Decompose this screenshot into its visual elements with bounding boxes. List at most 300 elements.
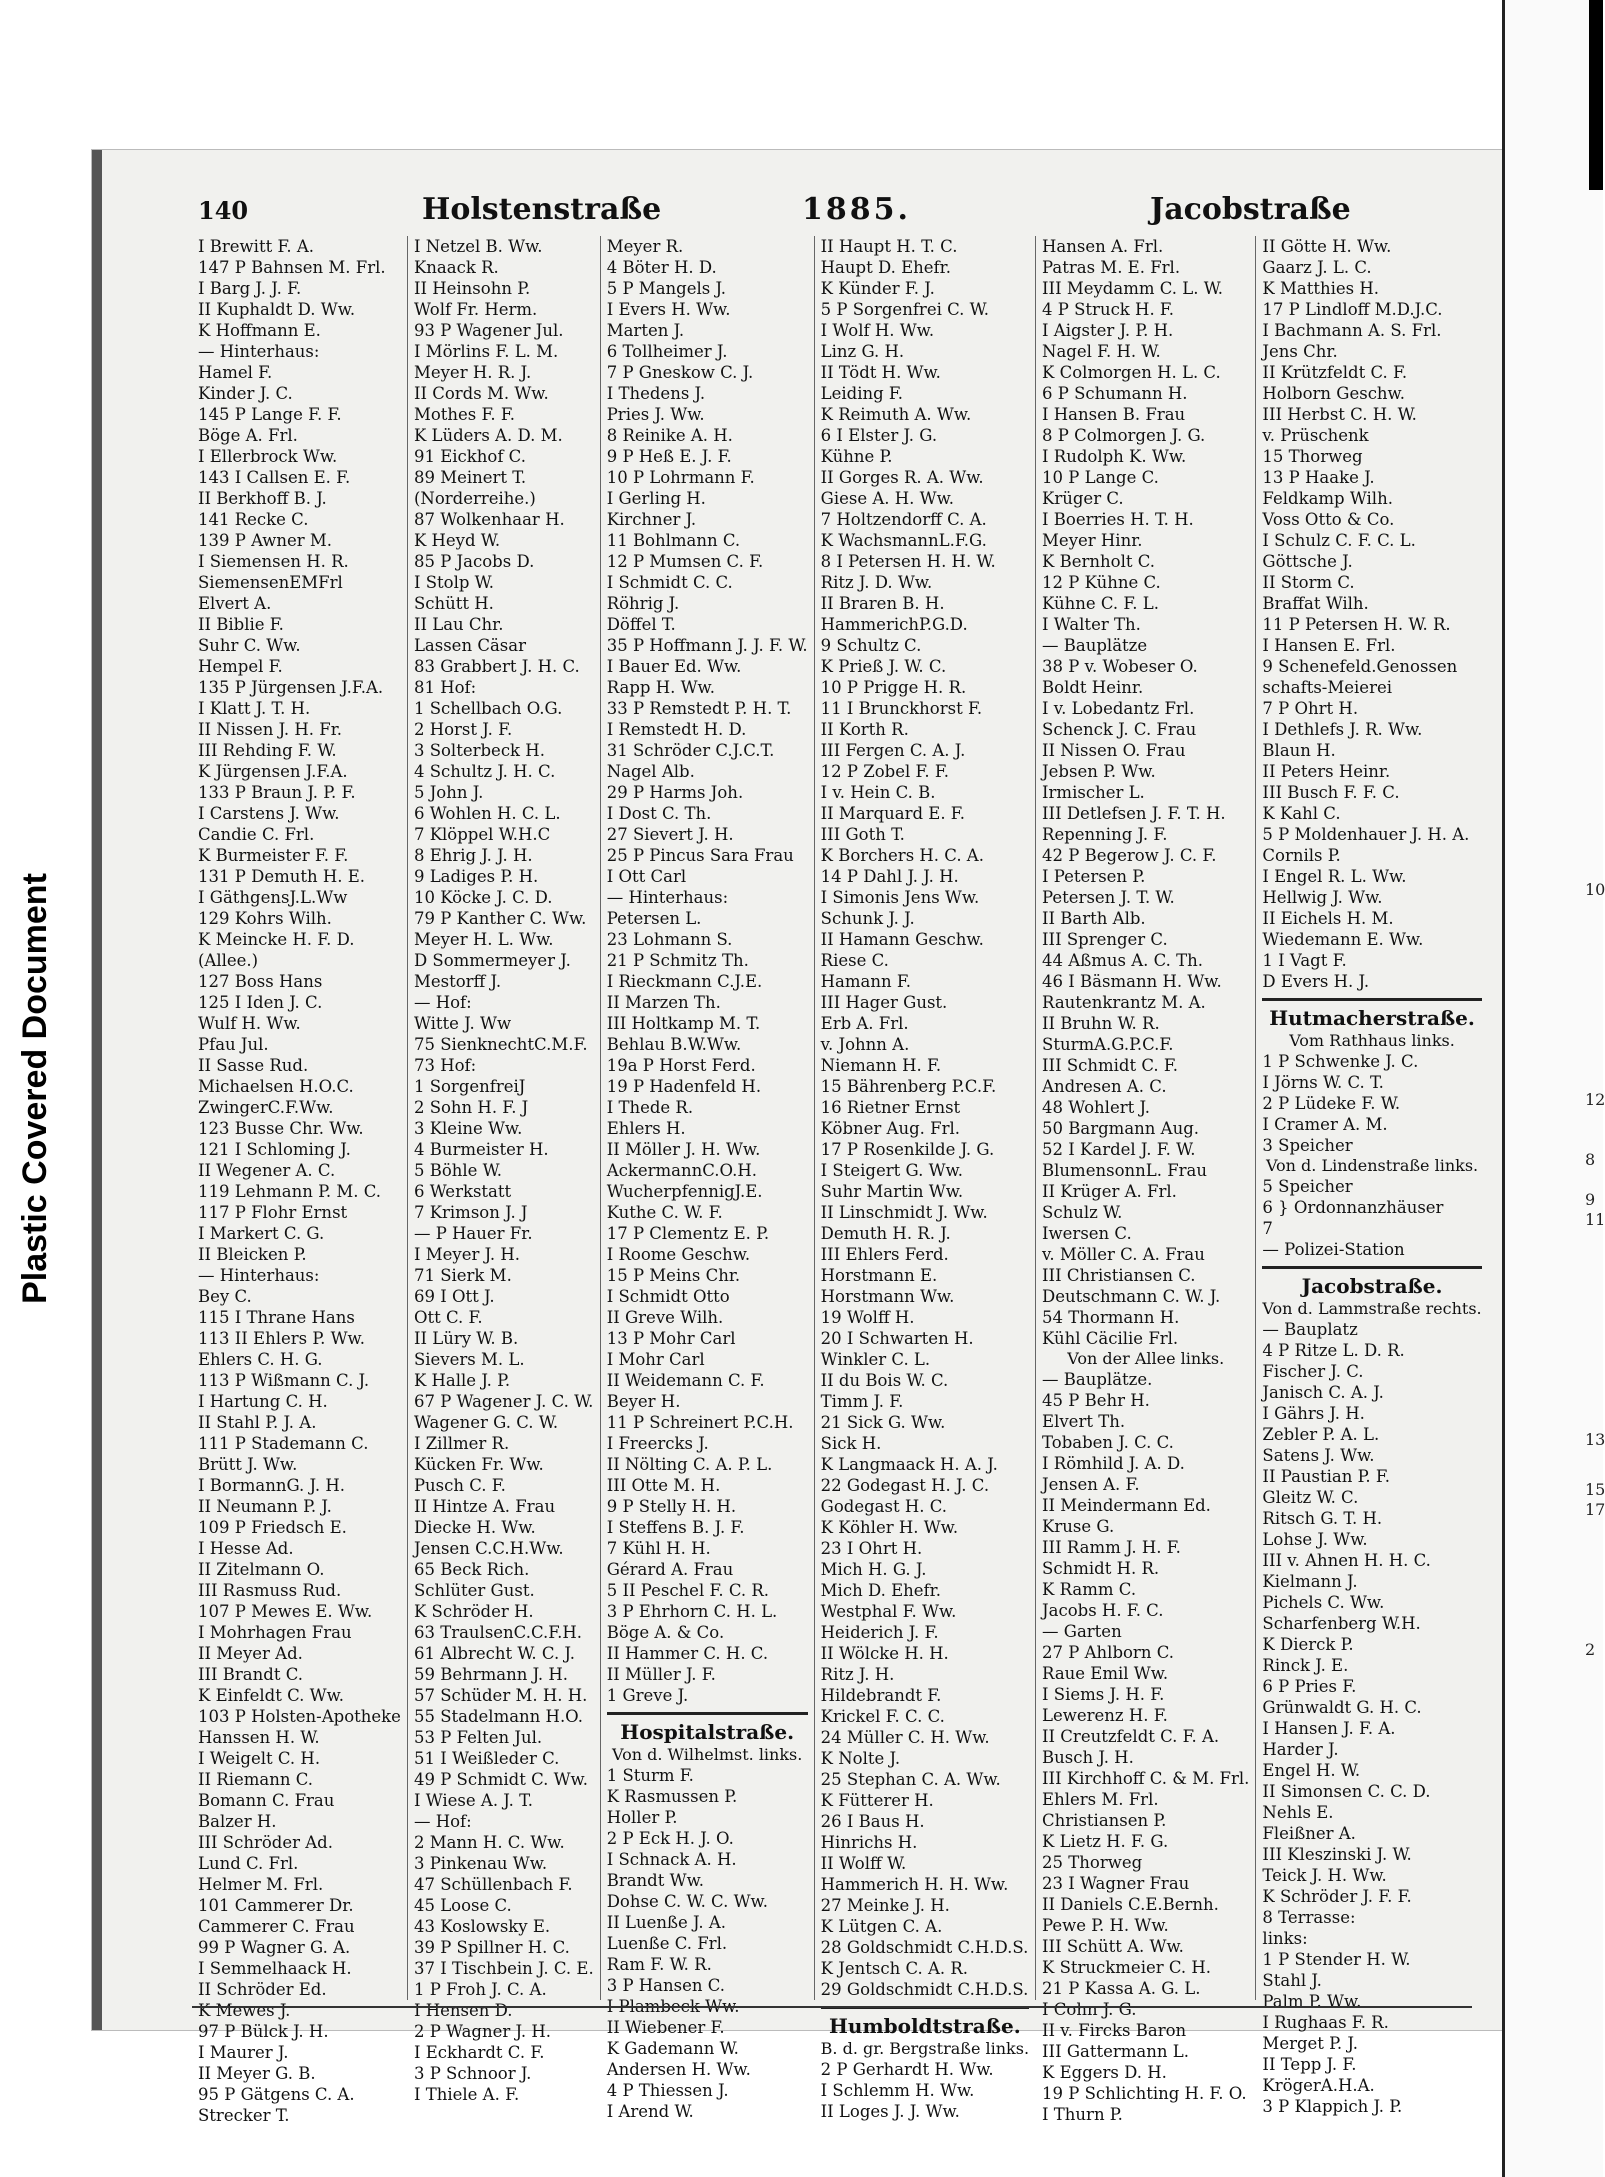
directory-entry: Ritsch G. T. H.	[1262, 1509, 1383, 1528]
directory-entry: 15 Bährenberg P.C.F.	[820, 1077, 997, 1096]
directory-entry: I Freercks J.	[606, 1434, 709, 1453]
directory-entry: III Herbst C. H. W.	[1262, 405, 1417, 424]
directory-entry: I Schmidt C. C.	[606, 573, 733, 592]
section-title: Jacobstraße.	[1262, 1266, 1481, 1299]
directory-entry: Nehls E.	[1262, 1803, 1334, 1822]
directory-entry: Demuth H. R. J.	[820, 1224, 951, 1243]
directory-entry: Horstmann Ww.	[820, 1287, 955, 1306]
directory-entry: Tobaben J. C. C.	[1042, 1433, 1174, 1452]
directory-entry: II du Bois W. C.	[820, 1371, 949, 1390]
directory-entry: I Hesse Ad.	[198, 1539, 294, 1558]
directory-entry: I Dost C. Th.	[606, 804, 712, 823]
directory-entry: Hellwig J. Ww.	[1262, 888, 1383, 907]
directory-entry: I Carstens J. Ww.	[198, 804, 340, 823]
directory-entry: Holborn Geschw.	[1262, 384, 1405, 403]
directory-entry: I Wolf H. Ww.	[820, 321, 935, 340]
directory-entry: Palm P. Ww.	[1262, 1992, 1362, 2011]
directory-entry: II Nissen O. Frau	[1042, 741, 1186, 760]
directory-entry: 54 Thormann H.	[1042, 1308, 1180, 1327]
directory-entry: KrögerA.H.A.	[1262, 2076, 1375, 2095]
directory-entry: I Thiele A. F.	[413, 2085, 520, 2104]
directory-entry: I Hartung C. H.	[198, 1392, 328, 1411]
directory-entry: Ehlers H.	[606, 1119, 686, 1138]
directory-entry: Holler P.	[606, 1808, 678, 1827]
directory-entry: I Rughaas F. R.	[1262, 2013, 1389, 2032]
header-right-street: Jacobstraße	[1150, 192, 1351, 227]
directory-entry: II Tödt H. Ww.	[820, 363, 941, 382]
directory-entry: Christiansen P.	[1042, 1811, 1167, 1830]
directory-entry: Böge A. & Co.	[606, 1623, 725, 1642]
directory-entry: Kühne C. F. L.	[1042, 594, 1159, 613]
directory-entry: K Kahl C.	[1262, 804, 1341, 823]
directory-entry: I Engel R. L. Ww.	[1262, 867, 1407, 886]
directory-entry: II Bruhn W. R.	[1042, 1014, 1160, 1033]
directory-entry: II Berkhoff B. J.	[198, 489, 327, 508]
directory-entry: 5 II Peschel F. C. R.	[606, 1581, 770, 1600]
directory-entry: 123 Busse Chr. Ww.	[198, 1119, 364, 1138]
edge-fragment: 15	[1585, 1480, 1605, 1499]
directory-entry: Schulz W.	[1042, 1203, 1123, 1222]
directory-entry: 83 Grabbert J. H. C.	[413, 657, 580, 676]
directory-entry: II Wegener A. C.	[198, 1161, 336, 1180]
directory-entry: II Braren B. H.	[820, 594, 945, 613]
directory-entry: Jens Chr.	[1262, 342, 1338, 361]
directory-entry: Schütt H.	[413, 594, 494, 613]
directory-entry: Deutschmann C. W. J.	[1042, 1287, 1221, 1306]
directory-entry: II Simonsen C. C. D.	[1262, 1782, 1431, 1801]
directory-entry: 8 I Petersen H. H. W.	[820, 552, 996, 571]
directory-entry: Gérard A. Frau	[606, 1560, 734, 1579]
directory-entry: 5 P Sorgenfrei C. W.	[820, 300, 989, 319]
directory-entry: 47 Schüllenbach F.	[413, 1875, 573, 1894]
directory-entry: III Goth T.	[820, 825, 905, 844]
directory-entry: K Prieß J. W. C.	[820, 657, 947, 676]
directory-entry: II Lüry W. B.	[413, 1329, 519, 1348]
directory-entry: Scharfenberg W.H.	[1262, 1614, 1421, 1633]
directory-entry: Cornils P.	[1262, 846, 1341, 865]
directory-entry: 91 Eickhof C.	[413, 447, 526, 466]
directory-entry: Mothes F. F.	[413, 405, 516, 424]
directory-entry: Heiderich J. F.	[820, 1623, 939, 1642]
directory-entry: I Eckhardt C. F.	[413, 2043, 545, 2062]
directory-column	[1035, 236, 1255, 2124]
directory-entry: I Hansen E. Frl.	[1262, 636, 1396, 655]
directory-entry: III Schmidt C. F.	[1042, 1056, 1179, 1075]
directory-entry: 10 P Lange C.	[1042, 468, 1159, 487]
section-title: Hutmacherstraße.	[1262, 998, 1481, 1031]
directory-entry: III Holtkamp M. T.	[606, 1014, 761, 1033]
directory-entry: II Eichels H. M.	[1262, 909, 1394, 928]
directory-entry: 97 P Bülck J. H.	[198, 2022, 329, 2041]
directory-entry: 3 Kleine Ww.	[413, 1119, 523, 1138]
directory-entry: Gleitz W. C.	[1262, 1488, 1359, 1507]
directory-entry: 11 Bohlmann C.	[606, 531, 741, 550]
directory-entry: K Schröder H.	[413, 1602, 534, 1621]
directory-entry: I Schmidt Otto	[606, 1287, 730, 1306]
directory-entry: 109 P Friedsch E.	[198, 1518, 347, 1537]
directory-entry: III Schröder Ad.	[198, 1833, 333, 1852]
directory-entry: I Mörlins F. L. M.	[413, 342, 559, 361]
directory-entry: K Reimuth A. Ww.	[820, 405, 972, 424]
directory-entry: Hinrichs H.	[820, 1833, 918, 1852]
directory-entry: schafts-Meierei	[1262, 678, 1393, 697]
directory-entry: Beyer H.	[606, 1392, 681, 1411]
directory-entry: Kuthe C. W. F.	[606, 1203, 723, 1222]
edge-fragment: 8	[1585, 1150, 1596, 1169]
directory-entry: Giese A. H. Ww.	[820, 489, 955, 508]
directory-entry: 9 Ladiges P. H.	[413, 867, 539, 886]
directory-entry: 7 P Gneskow C. J.	[606, 363, 754, 382]
directory-entry: 6 P Schumann H.	[1042, 384, 1188, 403]
directory-entry: II Meyer Ad.	[198, 1644, 303, 1663]
directory-entry: Meyer H. L. Ww.	[413, 930, 554, 949]
directory-entry: 7 Krimson J. J	[413, 1203, 528, 1222]
directory-entry: II Nölting C. A. P. L.	[606, 1455, 773, 1474]
directory-entry: Wulf H. Ww.	[198, 1014, 301, 1033]
directory-entry: II Nissen J. H. Fr.	[198, 720, 343, 739]
directory-entry: I Thedens J.	[606, 384, 706, 403]
directory-entry: Schunk J. J.	[820, 909, 915, 928]
directory-entry: II Hammer C. H. C.	[606, 1644, 769, 1663]
directory-entry: III Kirchhoff C. & M. Frl.	[1042, 1769, 1250, 1788]
directory-entry: K Fütterer H.	[820, 1791, 934, 1810]
directory-entry: 1 P Froh J. C. A.	[413, 1980, 547, 1999]
directory-entry: 2 P Wagner J. H.	[413, 2022, 551, 2041]
directory-entry: K Dierck P.	[1262, 1635, 1354, 1654]
directory-entry: K Borchers H. C. A.	[820, 846, 984, 865]
directory-entry: Engel H. W.	[1262, 1761, 1361, 1780]
footer-rule	[192, 2006, 1472, 2008]
directory-entry: Pichels C. Ww.	[1262, 1593, 1385, 1612]
directory-entry: — Bauplätze.	[1042, 1370, 1153, 1389]
directory-entry: Wiedemann E. Ww.	[1262, 930, 1424, 949]
directory-entry: Patras M. E. Frl.	[1042, 258, 1181, 277]
directory-entry: I GäthgensJ.L.Ww	[198, 888, 348, 907]
directory-entry: — Hof:	[413, 993, 472, 1012]
directory-entry: II Loges J. J. Ww.	[820, 2102, 960, 2121]
directory-entry: II Krüger A. Frl.	[1042, 1182, 1177, 1201]
side-label	[0, 0, 70, 2177]
directory-entry: 48 Wohlert J.	[1042, 1098, 1151, 1117]
directory-entry: Harder J.	[1262, 1740, 1339, 1759]
directory-entry: K Schröder J. F. F.	[1262, 1887, 1412, 1906]
directory-entry: Niemann H. F.	[820, 1056, 942, 1075]
directory-entry: Lohse J. Ww.	[1262, 1530, 1368, 1549]
directory-entry: Lassen Cäsar	[413, 636, 526, 655]
directory-entry: 3 P Klappich J. P.	[1262, 2097, 1403, 2116]
directory-entry: I Klatt J. T. H.	[198, 699, 311, 718]
directory-entry: Schmidt H. R.	[1042, 1559, 1160, 1578]
directory-entry: 49 P Schmidt C. Ww.	[413, 1770, 588, 1789]
directory-entry: 143 I Callsen E. F.	[198, 468, 351, 487]
directory-entry: I Petersen P.	[1042, 867, 1146, 886]
directory-column	[600, 236, 814, 2121]
directory-entry: Stahl J.	[1262, 1971, 1322, 1990]
directory-entry: Kühne P.	[820, 447, 893, 466]
directory-entry: I Zillmer R.	[413, 1434, 510, 1453]
directory-entry: 145 P Lange F. F.	[198, 405, 342, 424]
directory-entry: 103 P Holsten-Apotheke	[198, 1707, 401, 1726]
directory-entry: 42 P Begerow J. C. F.	[1042, 846, 1217, 865]
directory-entry: Cammerer C. Frau	[198, 1917, 355, 1936]
directory-entry: 51 I Weißleder C.	[413, 1749, 560, 1768]
directory-entry: Schlüter Gust.	[413, 1581, 535, 1600]
directory-entry: K Matthies H.	[1262, 279, 1380, 298]
directory-entry: I Plambeck Ww.	[606, 1997, 740, 2016]
directory-entry: I Walter Th.	[1042, 615, 1141, 634]
directory-entry: 19a P Horst Ferd.	[606, 1056, 756, 1075]
directory-entry: 12 P Kühne C.	[1042, 573, 1161, 592]
directory-entry: 38 P v. Wobeser O.	[1042, 657, 1198, 676]
directory-entry: I Semmelhaack H.	[198, 1959, 352, 1978]
directory-entry: Horstmann E.	[820, 1266, 938, 1285]
directory-column	[814, 236, 1035, 2121]
directory-entry: Balzer H.	[198, 1812, 277, 1831]
directory-entry: ZwingerC.F.Ww.	[198, 1098, 334, 1117]
directory-entry: I Dethlefs J. R. Ww.	[1262, 720, 1423, 739]
directory-entry: I BormannG. J. H.	[198, 1476, 345, 1495]
directory-entry: II Meyer G. B.	[198, 2064, 316, 2083]
directory-entry: 37 I Tischbein J. C. E.	[413, 1959, 594, 1978]
directory-entry: 33 P Remstedt P. H. T.	[606, 699, 792, 718]
directory-entry: 55 Stadelmann H.O.	[413, 1707, 583, 1726]
directory-entry: 19 P Hadenfeld H.	[606, 1077, 762, 1096]
directory-entry: II Neumann P. J.	[198, 1497, 332, 1516]
directory-entry: K Bernholt C.	[1042, 552, 1156, 571]
directory-entry: 4 P Ritze L. D. R.	[1262, 1341, 1405, 1360]
directory-entry: Luenße C. Frl.	[606, 1934, 728, 1953]
directory-entry: K Mewes J.	[198, 2001, 291, 2020]
directory-entry: 2 Sohn H. F. J	[413, 1098, 529, 1117]
directory-entry: K Struckmeier C. H.	[1042, 1958, 1212, 1977]
directory-entry: I Netzel B. Ww.	[413, 237, 543, 256]
directory-entry: Feldkamp Wilh.	[1262, 489, 1393, 508]
directory-entry: K Meincke H. F. D.	[198, 930, 355, 949]
directory-entry: 21 P Schmitz Th.	[606, 951, 749, 970]
directory-entry: Mich H. G. J.	[820, 1560, 927, 1579]
directory-entry: K Lütgen C. A.	[820, 1917, 943, 1936]
directory-entry: 7 Kühl H. H.	[606, 1539, 711, 1558]
directory-entry: II Zitelmann O.	[198, 1560, 325, 1579]
directory-entry: 4 Böter H. D.	[606, 258, 717, 277]
directory-entry: K Colmorgen H. L. C.	[1042, 363, 1221, 382]
directory-entry: 50 Bargmann Aug.	[1042, 1119, 1200, 1138]
directory-entry: III Detlefsen J. F. T. H.	[1042, 804, 1226, 823]
directory-entry: Suhr C. Ww.	[198, 636, 301, 655]
directory-entry: III v. Ahnen H. H. C.	[1262, 1551, 1431, 1570]
directory-entry: AckermannC.O.H.	[606, 1161, 757, 1180]
directory-entry: II Hintze A. Frau	[413, 1497, 556, 1516]
directory-entry: Diecke H. Ww.	[413, 1518, 536, 1537]
directory-column	[1255, 236, 1487, 2116]
directory-entry: 52 I Kardel J. F. W.	[1042, 1140, 1196, 1159]
directory-entry: 81 Hof:	[413, 678, 477, 697]
directory-entry: Hempel F.	[198, 657, 283, 676]
directory-entry: Schenck J. C. Frau	[1042, 720, 1197, 739]
directory-entry: I Maurer J.	[198, 2043, 289, 2062]
directory-entry: Pewe P. H. Ww.	[1042, 1916, 1169, 1935]
directory-entry: II Möller J. H. Ww.	[606, 1140, 761, 1159]
directory-entry: I Hensen D.	[413, 2001, 513, 2020]
directory-entry: 23 Lohmann S.	[606, 930, 733, 949]
directory-entry: II Haupt H. T. C.	[820, 237, 958, 256]
directory-entry: 6 } Ordonnanzhäuser	[1262, 1198, 1444, 1217]
directory-entry: II v. Fircks Baron	[1042, 2021, 1187, 2040]
directory-entry: 59 Behrmann J. H.	[413, 1665, 569, 1684]
directory-entry: Helmer M. Frl.	[198, 1875, 324, 1894]
directory-column	[192, 236, 407, 2125]
directory-entry: 15 P Meins Chr.	[606, 1266, 741, 1285]
directory-entry: 87 Wolkenhaar H.	[413, 510, 565, 529]
directory-entry: Braffat Wilh.	[1262, 594, 1369, 613]
directory-entry: 23 I Ohrt H.	[820, 1539, 923, 1558]
directory-entry: — Bauplätze	[1042, 636, 1148, 655]
directory-entry: II Luenße J. A.	[606, 1913, 726, 1932]
directory-entry: 26 I Baus H.	[820, 1812, 925, 1831]
directory-entry: Kinder J. C.	[198, 384, 293, 403]
directory-entry: 45 Loose C.	[413, 1896, 512, 1915]
directory-entry: 9 P Stelly H. H.	[606, 1497, 737, 1516]
directory-entry: I Gährs J. H.	[1262, 1404, 1365, 1423]
directory-entry: I Arend W.	[606, 2102, 694, 2121]
edge-fragment: 13	[1585, 1430, 1605, 1449]
directory-entry: Ram F. W. R.	[606, 1955, 712, 1974]
directory-entry: Voss Otto & Co.	[1262, 510, 1395, 529]
directory-entry: Rapp H. Ww.	[606, 678, 715, 697]
directory-entry: SturmA.G.P.C.F.	[1042, 1035, 1174, 1054]
directory-entry: Elvert A.	[198, 594, 272, 613]
directory-entry: K Ramm C.	[1042, 1580, 1137, 1599]
directory-entry: Repenning J. F.	[1042, 825, 1168, 844]
directory-entry: Winkler C. L.	[820, 1350, 931, 1369]
directory-entry: III Rasmuss Rud.	[198, 1581, 342, 1600]
directory-entry: II Daniels C.E.Bernh.	[1042, 1895, 1219, 1914]
section-subtitle: Vom Rathhaus links.	[1289, 1031, 1455, 1050]
directory-entry: I Steigert G. Ww.	[820, 1161, 963, 1180]
directory-entry: WucherpfennigJ.E.	[606, 1182, 763, 1201]
directory-entry: — Hinterhaus:	[606, 888, 729, 907]
directory-entry: 8 Ehrig J. J. H.	[413, 846, 533, 865]
directory-entry: links:	[1262, 1929, 1308, 1948]
directory-entry: I Barg J. J. F.	[198, 279, 302, 298]
directory-entry: 2 P Lüdeke F. W.	[1262, 1094, 1401, 1113]
directory-entry: I Römhild J. A. D.	[1042, 1454, 1185, 1473]
directory-entry: Krüger C.	[1042, 489, 1124, 508]
directory-entry: II Riemann C.	[198, 1770, 314, 1789]
directory-entry: Godegast H. C.	[820, 1497, 948, 1516]
directory-entry: Haupt D. Ehefr.	[820, 258, 951, 277]
directory-columns	[192, 236, 1482, 2125]
directory-entry: 121 I Schloming J.	[198, 1140, 351, 1159]
directory-entry: III Hager Gust.	[820, 993, 948, 1012]
directory-entry: Petersen L.	[606, 909, 702, 928]
directory-entry: 3 Pinkenau Ww.	[413, 1854, 548, 1873]
directory-entry: 1 Schellbach O.G.	[413, 699, 563, 718]
directory-entry: 1 Greve J.	[606, 1686, 689, 1705]
directory-entry: Ehlers C. H. G.	[198, 1350, 323, 1369]
directory-entry: Brandt Ww.	[606, 1871, 704, 1890]
directory-entry: Knaack R.	[413, 258, 499, 277]
directory-entry: 119 Lehmann P. M. C.	[198, 1182, 381, 1201]
directory-entry: Kruse G.	[1042, 1517, 1115, 1536]
directory-entry: 93 P Wagener Jul.	[413, 321, 564, 340]
directory-entry: III Gattermann L.	[1042, 2042, 1189, 2061]
directory-entry: 27 Meinke J. H.	[820, 1896, 950, 1915]
directory-entry: 11 P Petersen H. W. R.	[1262, 615, 1451, 634]
directory-entry: 27 Sievert J. H.	[606, 825, 734, 844]
directory-entry: II Schröder Ed.	[198, 1980, 327, 1999]
directory-entry: K Gademann W.	[606, 2039, 739, 2058]
directory-entry: — Garten	[1042, 1622, 1122, 1641]
directory-entry: I Roome Geschw.	[606, 1245, 751, 1264]
directory-entry: Rinck J. E.	[1262, 1656, 1349, 1675]
directory-entry: III Sprenger C.	[1042, 930, 1168, 949]
directory-entry: I Rieckmann C.J.E.	[606, 972, 763, 991]
directory-entry: Jensen C.C.H.Ww.	[413, 1539, 564, 1558]
directory-entry: 79 P Kanther C. Ww.	[413, 909, 587, 928]
directory-entry: II Kuphaldt D. Ww.	[198, 300, 356, 319]
directory-entry: Teick J. H. Ww.	[1262, 1866, 1387, 1885]
directory-entry: Petersen J. T. W.	[1042, 888, 1175, 907]
directory-entry: 4 P Struck H. F.	[1042, 300, 1175, 319]
directory-entry: Ritz J. D. Ww.	[820, 573, 933, 592]
page-number: 140	[198, 196, 249, 225]
directory-entry: Michaelsen H.O.C.	[198, 1077, 354, 1096]
directory-entry: I Weigelt C. H.	[198, 1749, 321, 1768]
directory-entry: I Schnack A. H.	[606, 1850, 737, 1869]
directory-entry: 10 P Prigge H. R.	[820, 678, 967, 697]
directory-entry: II Greve Wilh.	[606, 1308, 724, 1327]
directory-entry: D Sommermeyer J.	[413, 951, 571, 970]
directory-entry: SiemensenEMFrl	[198, 573, 343, 592]
directory-entry: 44 Aßmus A. C. Th.	[1042, 951, 1204, 970]
directory-entry: I Bachmann A. S. Frl.	[1262, 321, 1442, 340]
directory-entry: II Linschmidt J. Ww.	[820, 1203, 988, 1222]
directory-entry: 14 P Dahl J. J. H.	[820, 867, 959, 886]
directory-entry: 24 Müller C. H. Ww.	[820, 1728, 990, 1747]
directory-entry: 11 I Brunckhorst F.	[820, 699, 983, 718]
directory-entry: 19 P Schlichting H. F. O.	[1042, 2084, 1247, 2103]
directory-entry: Satens J. Ww.	[1262, 1446, 1375, 1465]
directory-entry: Erb A. Frl.	[820, 1014, 909, 1033]
page-header	[102, 192, 1512, 232]
directory-entry: 17 P Rosenkilde J. G.	[820, 1140, 995, 1159]
directory-entry: II Storm C.	[1262, 573, 1355, 592]
edge-fragment: 2	[1585, 1640, 1596, 1659]
directory-entry: Dohse C. W. C. Ww.	[606, 1892, 768, 1911]
section-subtitle: Von d. Lindenstraße links.	[1265, 1156, 1479, 1175]
directory-entry: K Heyd W.	[413, 531, 501, 550]
directory-entry: I Thede R.	[606, 1098, 694, 1117]
directory-entry: 21 P Kassa A. G. L.	[1042, 1979, 1201, 1998]
directory-entry: 13 P Haake J.	[1262, 468, 1375, 487]
directory-entry: 113 II Ehlers P. Ww.	[198, 1329, 365, 1348]
directory-entry: 135 P Jürgensen J.F.A.	[198, 678, 384, 697]
black-bar	[1589, 0, 1603, 190]
directory-entry: K Langmaack H. A. J.	[820, 1455, 998, 1474]
directory-entry: 6 Tollheimer J.	[606, 342, 728, 361]
directory-entry: II Müller J. F.	[606, 1665, 716, 1684]
directory-entry: 6 Wohlen H. C. L.	[413, 804, 561, 823]
directory-entry: Ehlers M. Frl.	[1042, 1790, 1159, 1809]
directory-entry: II Götte H. Ww.	[1262, 237, 1392, 256]
directory-entry: — Bauplatz	[1262, 1320, 1358, 1339]
directory-entry: I Simonis Jens Ww.	[820, 888, 980, 907]
directory-entry: K Köhler H. Ww.	[820, 1518, 959, 1537]
directory-entry: 12 P Mumsen C. F.	[606, 552, 764, 571]
directory-entry: 7 Klöppel W.H.C	[413, 825, 551, 844]
directory-entry: Meyer H. R. J.	[413, 363, 532, 382]
